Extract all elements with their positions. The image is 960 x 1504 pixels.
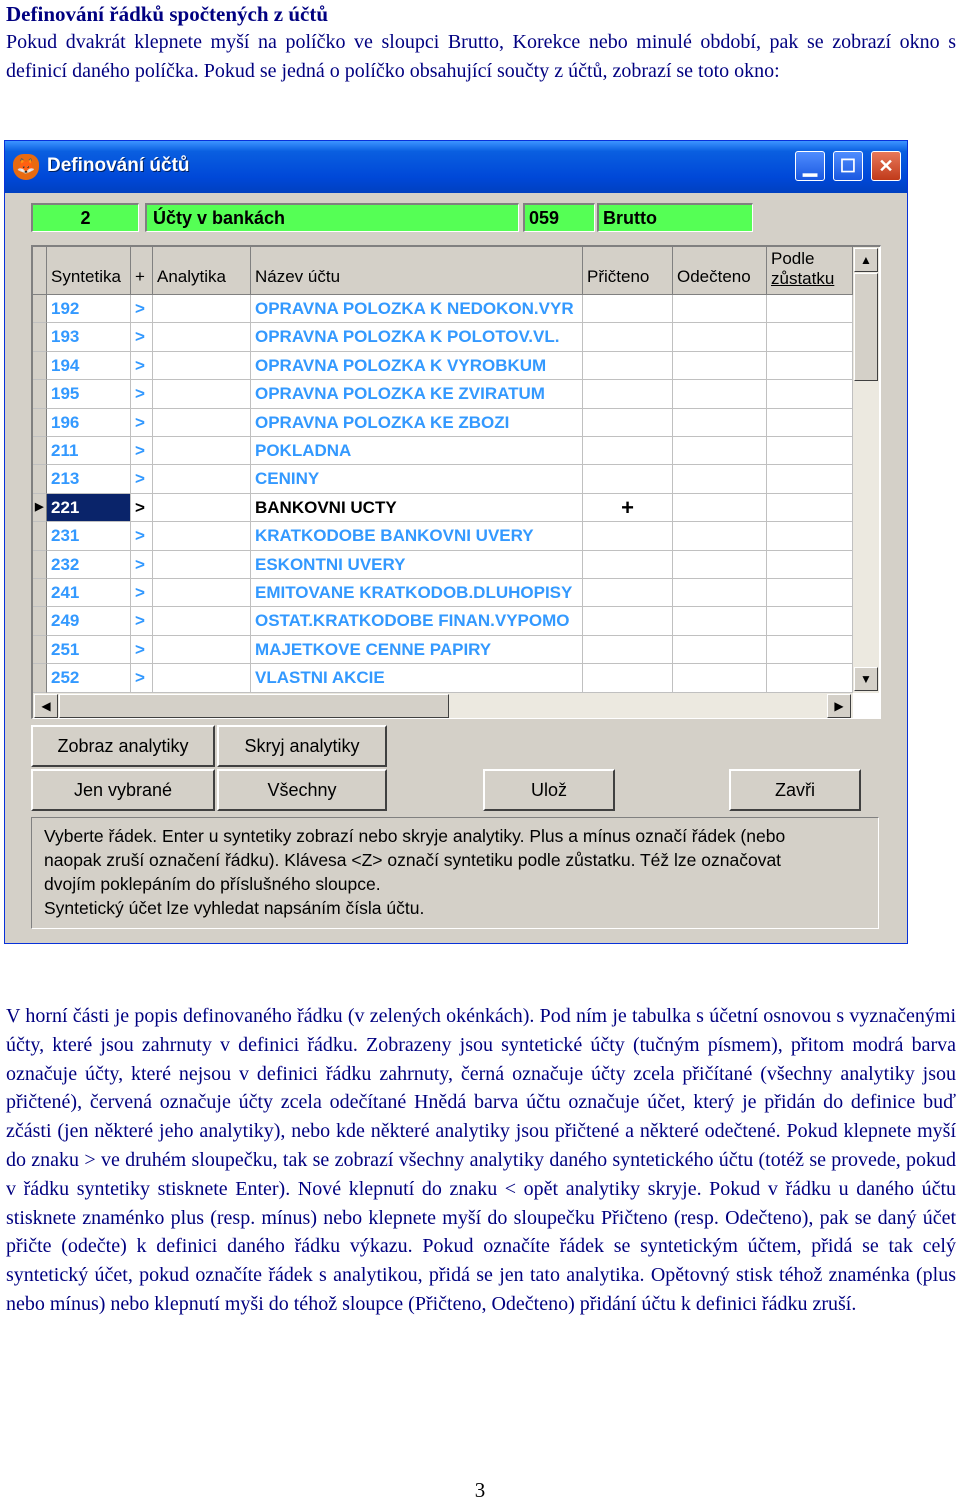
cell-expand-toggle[interactable]: > (131, 607, 153, 635)
title-bar[interactable] (5, 141, 907, 193)
cell-pricteno[interactable] (583, 664, 673, 692)
section-heading: Definování řádků spočtených z účtů (6, 2, 329, 26)
cell-analytika[interactable] (153, 664, 251, 692)
row-indicator[interactable] (33, 636, 47, 664)
row-indicator[interactable] (33, 409, 47, 437)
cell-analytika[interactable] (153, 636, 251, 664)
cell-syntetika[interactable]: 196 (47, 409, 131, 437)
cell-odecteno[interactable] (673, 409, 767, 437)
cell-odecteno[interactable] (673, 352, 767, 380)
row-indicator[interactable] (33, 664, 47, 692)
scroll-right-icon[interactable]: ▶ (827, 694, 851, 718)
window-title: Definování účtů (47, 155, 190, 176)
help-line: dvojím poklepáním do příslušného sloupce. (44, 874, 381, 894)
cell-podle-zustatku[interactable] (767, 323, 853, 351)
cell-analytika[interactable] (153, 465, 251, 493)
cell-odecteno[interactable] (673, 579, 767, 607)
row-indicator[interactable] (33, 465, 47, 493)
cell-podle-zustatku[interactable] (767, 607, 853, 635)
cell-expand-toggle[interactable]: > (131, 494, 153, 522)
cell-syntetika[interactable]: 252 (47, 664, 131, 692)
cell-odecteno[interactable] (673, 607, 767, 635)
cell-expand-toggle[interactable]: > (131, 522, 153, 550)
cell-podle-zustatku[interactable] (767, 579, 853, 607)
all-button[interactable]: Všechny (217, 769, 387, 811)
show-analytics-button[interactable]: Zobraz analytiky (31, 725, 215, 767)
cell-pricteno[interactable] (583, 522, 673, 550)
cell-pricteno[interactable] (583, 323, 673, 351)
cell-pricteno[interactable] (583, 380, 673, 408)
cell-pricteno[interactable] (583, 437, 673, 465)
scroll-left-icon[interactable]: ◀ (34, 694, 58, 718)
row-indicator[interactable] (33, 437, 47, 465)
column-field: Brutto (597, 203, 753, 232)
code-field: 059 (523, 203, 595, 232)
page-number: 3 (474, 1478, 486, 1502)
cell-podle-zustatku[interactable] (767, 636, 853, 664)
help-line: Vyberte řádek. Enter u syntetiky zobrazí nebo skryje analytiky. Plus a mínus označí řádek (nebo (44, 826, 786, 846)
cell-odecteno[interactable] (673, 380, 767, 408)
cell-odecteno[interactable] (673, 664, 767, 692)
header-nazev[interactable]: Název účtu (251, 247, 583, 295)
cell-analytika[interactable] (153, 323, 251, 351)
scroll-up-icon[interactable]: ▲ (854, 248, 878, 272)
cell-analytika[interactable] (153, 352, 251, 380)
close-dialog-button[interactable]: Zavři (729, 769, 861, 811)
help-line: naopak zruší označení řádku). Klávesa <Z> označí syntetiku podle zůstatku. Též lze označovat (44, 850, 782, 870)
cell-nazev[interactable]: OPRAVNA POLOZKA K POLOTOV.VL. (251, 323, 583, 351)
row-indicator[interactable] (33, 380, 47, 408)
table-row[interactable] (33, 664, 853, 692)
cell-expand-toggle[interactable]: > (131, 409, 153, 437)
cell-nazev[interactable]: POKLADNA (251, 437, 583, 465)
cell-podle-zustatku[interactable] (767, 522, 853, 550)
table-row[interactable] (33, 409, 853, 437)
cell-expand-toggle[interactable]: > (131, 636, 153, 664)
vertical-scroll-thumb[interactable] (854, 273, 878, 381)
cell-syntetika[interactable]: 241 (47, 579, 131, 607)
cell-pricteno[interactable] (583, 352, 673, 380)
cell-expand-toggle[interactable]: > (131, 437, 153, 465)
cell-syntetika[interactable]: 221 (47, 494, 131, 522)
header-pricteno[interactable]: Přičteno (583, 247, 673, 295)
header-analytika[interactable]: Analytika (153, 247, 251, 295)
cell-nazev[interactable]: VLASTNI AKCIE (251, 664, 583, 692)
cell-pricteno[interactable] (583, 636, 673, 664)
row-indicator[interactable] (33, 607, 47, 635)
table-row[interactable] (33, 551, 853, 579)
table-row[interactable] (33, 380, 853, 408)
cell-nazev[interactable]: OPRAVNA POLOZKA K VYROBKUM (251, 352, 583, 380)
accounts-grid[interactable] (31, 245, 881, 719)
cell-odecteno[interactable] (673, 636, 767, 664)
row-name-field: Účty v bankách (145, 203, 519, 232)
cell-nazev[interactable]: OPRAVNA POLOZKA K NEDOKON.VYR (251, 295, 583, 323)
cell-expand-toggle[interactable]: > (131, 352, 153, 380)
cell-syntetika[interactable]: 195 (47, 380, 131, 408)
fox-icon: 🦊 (13, 154, 39, 180)
cell-analytika[interactable] (153, 380, 251, 408)
cell-nazev[interactable]: MAJETKOVE CENNE PAPIRY (251, 636, 583, 664)
table-row[interactable] (33, 494, 853, 522)
cell-podle-zustatku[interactable] (767, 494, 853, 522)
cell-pricteno[interactable] (583, 579, 673, 607)
table-row[interactable] (33, 522, 853, 550)
help-line: Syntetický účet lze vyhledat napsáním čísla účtu. (44, 898, 425, 918)
cell-podle-zustatku[interactable] (767, 380, 853, 408)
cell-pricteno[interactable] (583, 295, 673, 323)
minimize-button[interactable] (795, 151, 825, 181)
scroll-down-icon[interactable]: ▼ (854, 667, 878, 691)
cell-analytika[interactable] (153, 494, 251, 522)
header-podle-zustatku[interactable]: Podle zůstatku (767, 247, 853, 295)
row-indicator[interactable] (33, 579, 47, 607)
cell-podle-zustatku[interactable] (767, 295, 853, 323)
header-odecteno[interactable]: Odečteno (673, 247, 767, 295)
cell-syntetika[interactable]: 231 (47, 522, 131, 550)
cell-podle-zustatku[interactable] (767, 465, 853, 493)
cell-nazev[interactable]: OPRAVNA POLOZKA KE ZVIRATUM (251, 380, 583, 408)
cell-nazev[interactable]: OSTAT.KRATKODOBE FINAN.VYPOMO (251, 607, 583, 635)
cell-podle-zustatku[interactable] (767, 551, 853, 579)
cell-syntetika[interactable]: 251 (47, 636, 131, 664)
cell-odecteno[interactable] (673, 465, 767, 493)
row-indicator[interactable] (33, 551, 47, 579)
cell-odecteno[interactable] (673, 323, 767, 351)
header-indicator (33, 247, 47, 295)
table-row[interactable] (33, 465, 853, 493)
cell-analytika[interactable] (153, 295, 251, 323)
hide-analytics-button[interactable]: Skryj analytiky (217, 725, 387, 767)
dialog-window (4, 140, 908, 944)
table-row[interactable] (33, 607, 853, 635)
maximize-icon: ☐ (839, 156, 857, 176)
cell-pricteno[interactable] (583, 409, 673, 437)
close-icon: ✕ (878, 156, 894, 176)
row-indicator[interactable] (33, 352, 47, 380)
cell-analytika[interactable] (153, 579, 251, 607)
cell-syntetika[interactable]: 249 (47, 607, 131, 635)
cell-analytika[interactable] (153, 607, 251, 635)
cell-odecteno[interactable] (673, 437, 767, 465)
cell-syntetika[interactable]: 193 (47, 323, 131, 351)
cell-podle-zustatku[interactable] (767, 409, 853, 437)
row-number-field: 2 (31, 203, 139, 232)
table-row[interactable] (33, 437, 853, 465)
vertical-scrollbar[interactable] (853, 247, 879, 693)
table-row[interactable] (33, 323, 853, 351)
minimize-icon: ▁ (803, 156, 817, 176)
current-row-icon[interactable]: ▶ (33, 494, 47, 522)
cell-pricteno[interactable] (583, 607, 673, 635)
cell-odecteno[interactable] (673, 551, 767, 579)
cell-expand-toggle[interactable]: > (131, 465, 153, 493)
cell-analytika[interactable] (153, 409, 251, 437)
table-row[interactable] (33, 636, 853, 664)
cell-syntetika[interactable]: 232 (47, 551, 131, 579)
save-button[interactable]: Ulož (483, 769, 615, 811)
table-row[interactable] (33, 352, 853, 380)
cell-pricteno[interactable]: + (583, 494, 673, 522)
cell-expand-toggle[interactable]: > (131, 664, 153, 692)
cell-expand-toggle[interactable]: > (131, 323, 153, 351)
selected-only-button[interactable]: Jen vybrané (31, 769, 215, 811)
intro-paragraph: Pokud dvakrát klepnete myší na políčko ve sloupci Brutto, Korekce nebo minulé období, pak se zobrazí okno s definicí daného políčka. Pokud se jedná o políčko obsahující součty z účtů, zobrazí se toto okno: (6, 31, 956, 82)
cell-syntetika[interactable]: 194 (47, 352, 131, 380)
cell-pricteno[interactable] (583, 551, 673, 579)
cell-expand-toggle[interactable]: > (131, 551, 153, 579)
close-button[interactable] (871, 151, 901, 181)
cell-odecteno[interactable] (673, 295, 767, 323)
cell-syntetika[interactable]: 213 (47, 465, 131, 493)
row-indicator[interactable] (33, 323, 47, 351)
cell-nazev[interactable]: CENINY (251, 465, 583, 493)
cell-analytika[interactable] (153, 522, 251, 550)
help-text-box (31, 817, 879, 929)
cell-syntetika[interactable]: 192 (47, 295, 131, 323)
cell-expand-toggle[interactable]: > (131, 295, 153, 323)
horizontal-scrollbar[interactable] (33, 693, 853, 719)
header-plus[interactable]: + (131, 247, 153, 295)
cell-pricteno[interactable] (583, 465, 673, 493)
grid-header (33, 247, 853, 295)
cell-analytika[interactable] (153, 437, 251, 465)
cell-nazev[interactable]: ESKONTNI UVERY (251, 551, 583, 579)
cell-nazev[interactable]: EMITOVANE KRATKODOB.DLUHOPISY (251, 579, 583, 607)
cell-podle-zustatku[interactable] (767, 352, 853, 380)
table-row[interactable] (33, 295, 853, 323)
cell-expand-toggle[interactable]: > (131, 579, 153, 607)
cell-syntetika[interactable]: 211 (47, 437, 131, 465)
row-indicator[interactable] (33, 522, 47, 550)
cell-odecteno[interactable] (673, 494, 767, 522)
cell-podle-zustatku[interactable] (767, 664, 853, 692)
cell-analytika[interactable] (153, 551, 251, 579)
cell-podle-zustatku[interactable] (767, 437, 853, 465)
cell-nazev[interactable]: BANKOVNI UCTY (251, 494, 583, 522)
body-paragraph: V horní části je popis definovaného řádku (v zelených okénkách). Pod ním je tabulka s účetní osnovou s vyznačenými účty, které jsou zahrnuty v definici řádku. Zobrazeny jsou syntetické účty (tučným písmem), přitom modrá barva označuje účty, které nejsou v definici řádku zahrnuty, černá označuje účty zcela přičítané (všechny analytiky jsou přičtené), červená označuje účty zcela odečítané Hnědá barva účtu označuje účet, který je přidán do definice buď zčásti (jen některé jeho analytiky), nebo kde některé analytiky jsou přičtené a některé odečtené. Pokud klepnete myší do znaku > ve druhém sloupečku, tak se zobrazí všechny analytiky daného syntetického účtu (totéž se provede, pokud v řádku syntetiky stisknete Enter). Nové klepnutí do znaku < opět analytiky skryje. Pokud v řádku u daného účtu stisknete znaménko plus (resp. mínus) nebo klepnete myší do sloupečku Přičteno (resp. Odečteno), pak se daný účet přičte (odečte) k definici daného řádku výkazu. Pokud označíte řádek se syntetickým účtem, přidá se tak celý syntetický účet, pokud označíte řádek s analytikou, přidá se jen tato analytika. Opětovný stisk téhož znaménka (plus nebo mínus) nebo klepnutí myši do téhož sloupce (Přičteno, Odečteno) přidání účtu k definici řádku zruší. (6, 1005, 956, 1315)
maximize-button[interactable] (833, 151, 863, 181)
cell-expand-toggle[interactable]: > (131, 380, 153, 408)
header-syntetika[interactable]: Syntetika (47, 247, 131, 295)
cell-odecteno[interactable] (673, 522, 767, 550)
cell-nazev[interactable]: KRATKODOBE BANKOVNI UVERY (251, 522, 583, 550)
cell-nazev[interactable]: OPRAVNA POLOZKA KE ZBOZI (251, 409, 583, 437)
row-indicator[interactable] (33, 295, 47, 323)
horizontal-scroll-thumb[interactable] (59, 694, 449, 718)
table-row[interactable] (33, 579, 853, 607)
